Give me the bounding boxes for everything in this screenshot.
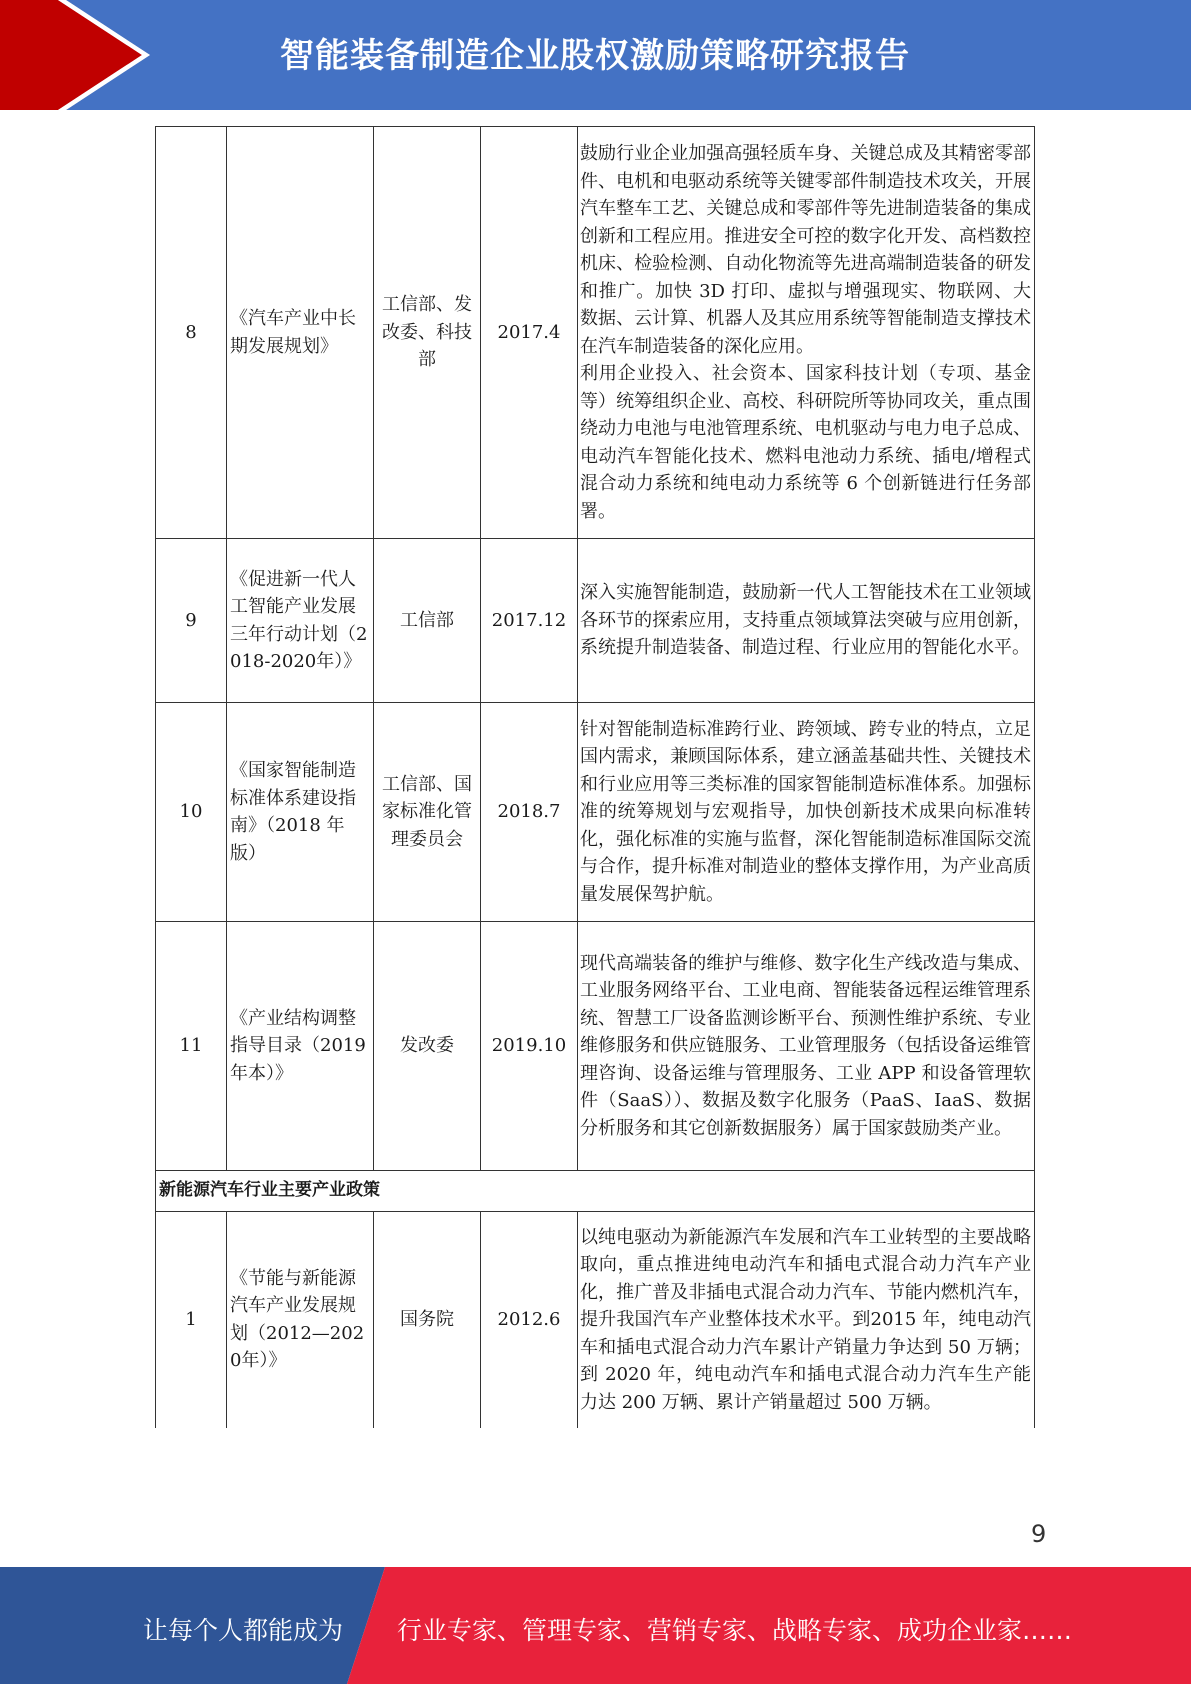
policy-name: 《国家智能制造标准体系建设指南》（2018 年版） bbox=[227, 703, 374, 922]
footer-slogan-right: 行业专家、管理专家、营销专家、战略专家、成功企业家…… bbox=[397, 1616, 1073, 1645]
row-number: 10 bbox=[156, 703, 227, 922]
issue-date: 2017.12 bbox=[481, 539, 578, 703]
row-number: 1 bbox=[156, 1212, 227, 1428]
row-number: 8 bbox=[156, 127, 227, 539]
issue-date: 2017.4 bbox=[481, 127, 578, 539]
policy-name: 《产业结构调整指导目录（2019 年本）》 bbox=[227, 922, 374, 1171]
policy-content: 以纯电驱动为新能源汽车发展和汽车工业转型的主要战略取向，重点推进纯电动汽车和插电式混合动力汽车产业化，推广普及非插电式混合动力汽车、节能内燃机汽车，提升我国汽车产业整体技术水平。到2015 年，纯电动汽车和插电式混合动力汽车累计产销量力争达到 50 万辆；到 2020 年，纯电动汽车和插电式混合动力汽车生产能力达 200 万辆、累计产销量超过 500 万辆。 bbox=[578, 1212, 1035, 1428]
section-header-row bbox=[156, 1171, 1035, 1212]
issuing-department: 工信部 bbox=[374, 539, 481, 703]
page-footer bbox=[0, 1567, 1191, 1684]
section-title: 新能源汽车行业主要产业政策 bbox=[156, 1171, 1035, 1212]
policy-content: 深入实施智能制造，鼓励新一代人工智能技术在工业领域各环节的探索应用，支持重点领域算法突破与应用创新，系统提升制造装备、制造过程、行业应用的智能化水平。 bbox=[578, 539, 1035, 703]
policy-content: 现代高端装备的维护与维修、数字化生产线改造与集成、工业服务网络平台、工业电商、智能装备远程运维管理系统、智慧工厂设备监测诊断平台、预测性维护系统、专业维修服务和供应链服务、工业管理服务（包括设备运维管理咨询、设备运维与管理服务、工业 APP 和设备管理软件（SaaS））、数据及数字化服务（PaaS、IaaS、数据分析服务和其它创新数据服务）属于国家鼓励类产业。 bbox=[578, 922, 1035, 1171]
issuing-department: 工信部、发改委、科技部 bbox=[374, 127, 481, 539]
issue-date: 2019.10 bbox=[481, 922, 578, 1171]
policy-name: 《节能与新能源汽车产业发展规划（2012—2020年）》 bbox=[227, 1212, 374, 1428]
policy-name: 《汽车产业中长期发展规划》 bbox=[227, 127, 374, 539]
issuing-department: 发改委 bbox=[374, 922, 481, 1171]
table-row bbox=[156, 1212, 1035, 1428]
row-number: 9 bbox=[156, 539, 227, 703]
row-number: 11 bbox=[156, 922, 227, 1171]
policy-content bbox=[578, 127, 1035, 539]
table-row bbox=[156, 703, 1035, 922]
policy-table bbox=[155, 126, 1035, 1428]
issue-date: 2018.7 bbox=[481, 703, 578, 922]
report-title: 智能装备制造企业股权激励策略研究报告 bbox=[280, 36, 910, 76]
content-paragraph: 鼓励行业企业加强高强轻质车身、关键总成及其精密零部件、电机和电驱动系统等关键零部件制造技术攻关，开展汽车整车工艺、关键总成和零部件等先进制造装备的集成创新和工程应用。推进安全可控的数字化开发、高档数控机床、检验检测、自动化物流等先进高端制造装备的研发和推广。加快 3D 打印、虚拟与增强现实、物联网、大数据、云计算、机器人及其应用系统等智能制造支撑技术在汽车制造装备的深化应用。 bbox=[580, 143, 1031, 357]
page-number: 9 bbox=[1031, 1520, 1047, 1548]
table-row bbox=[156, 539, 1035, 703]
issue-date: 2012.6 bbox=[481, 1212, 578, 1428]
content-paragraph: 利用企业投入、社会资本、国家科技计划（专项、基金等）统筹组织企业、高校、科研院所等协同攻关，重点围绕动力电池与电池管理系统、电机驱动与电力电子总成、电动汽车智能化技术、燃料电池动力系统、插电/增程式混合动力系统和纯电动力系统等 6 个创新链进行任务部署。 bbox=[580, 363, 1031, 522]
issuing-department: 国务院 bbox=[374, 1212, 481, 1428]
policy-content: 针对智能制造标准跨行业、跨领域、跨专业的特点，立足国内需求，兼顾国际体系，建立涵盖基础共性、关键技术和行业应用等三类标准的国家智能制造标准体系。加强标准的统筹规划与宏观指导，加快创新技术成果向标准转化，强化标准的实施与监督，深化智能制造标准国际交流与合作，提升标准对制造业的整体支撑作用，为产业高质量发展保驾护航。 bbox=[578, 703, 1035, 922]
table-row bbox=[156, 127, 1035, 539]
issuing-department: 工信部、国家标准化管理委员会 bbox=[374, 703, 481, 922]
policy-name: 《促进新一代人工智能产业发展三年行动计划（2018-2020年）》 bbox=[227, 539, 374, 703]
table-row bbox=[156, 922, 1035, 1171]
page-header bbox=[0, 0, 1191, 110]
footer-slogan-left: 让每个人都能成为 bbox=[143, 1616, 344, 1645]
